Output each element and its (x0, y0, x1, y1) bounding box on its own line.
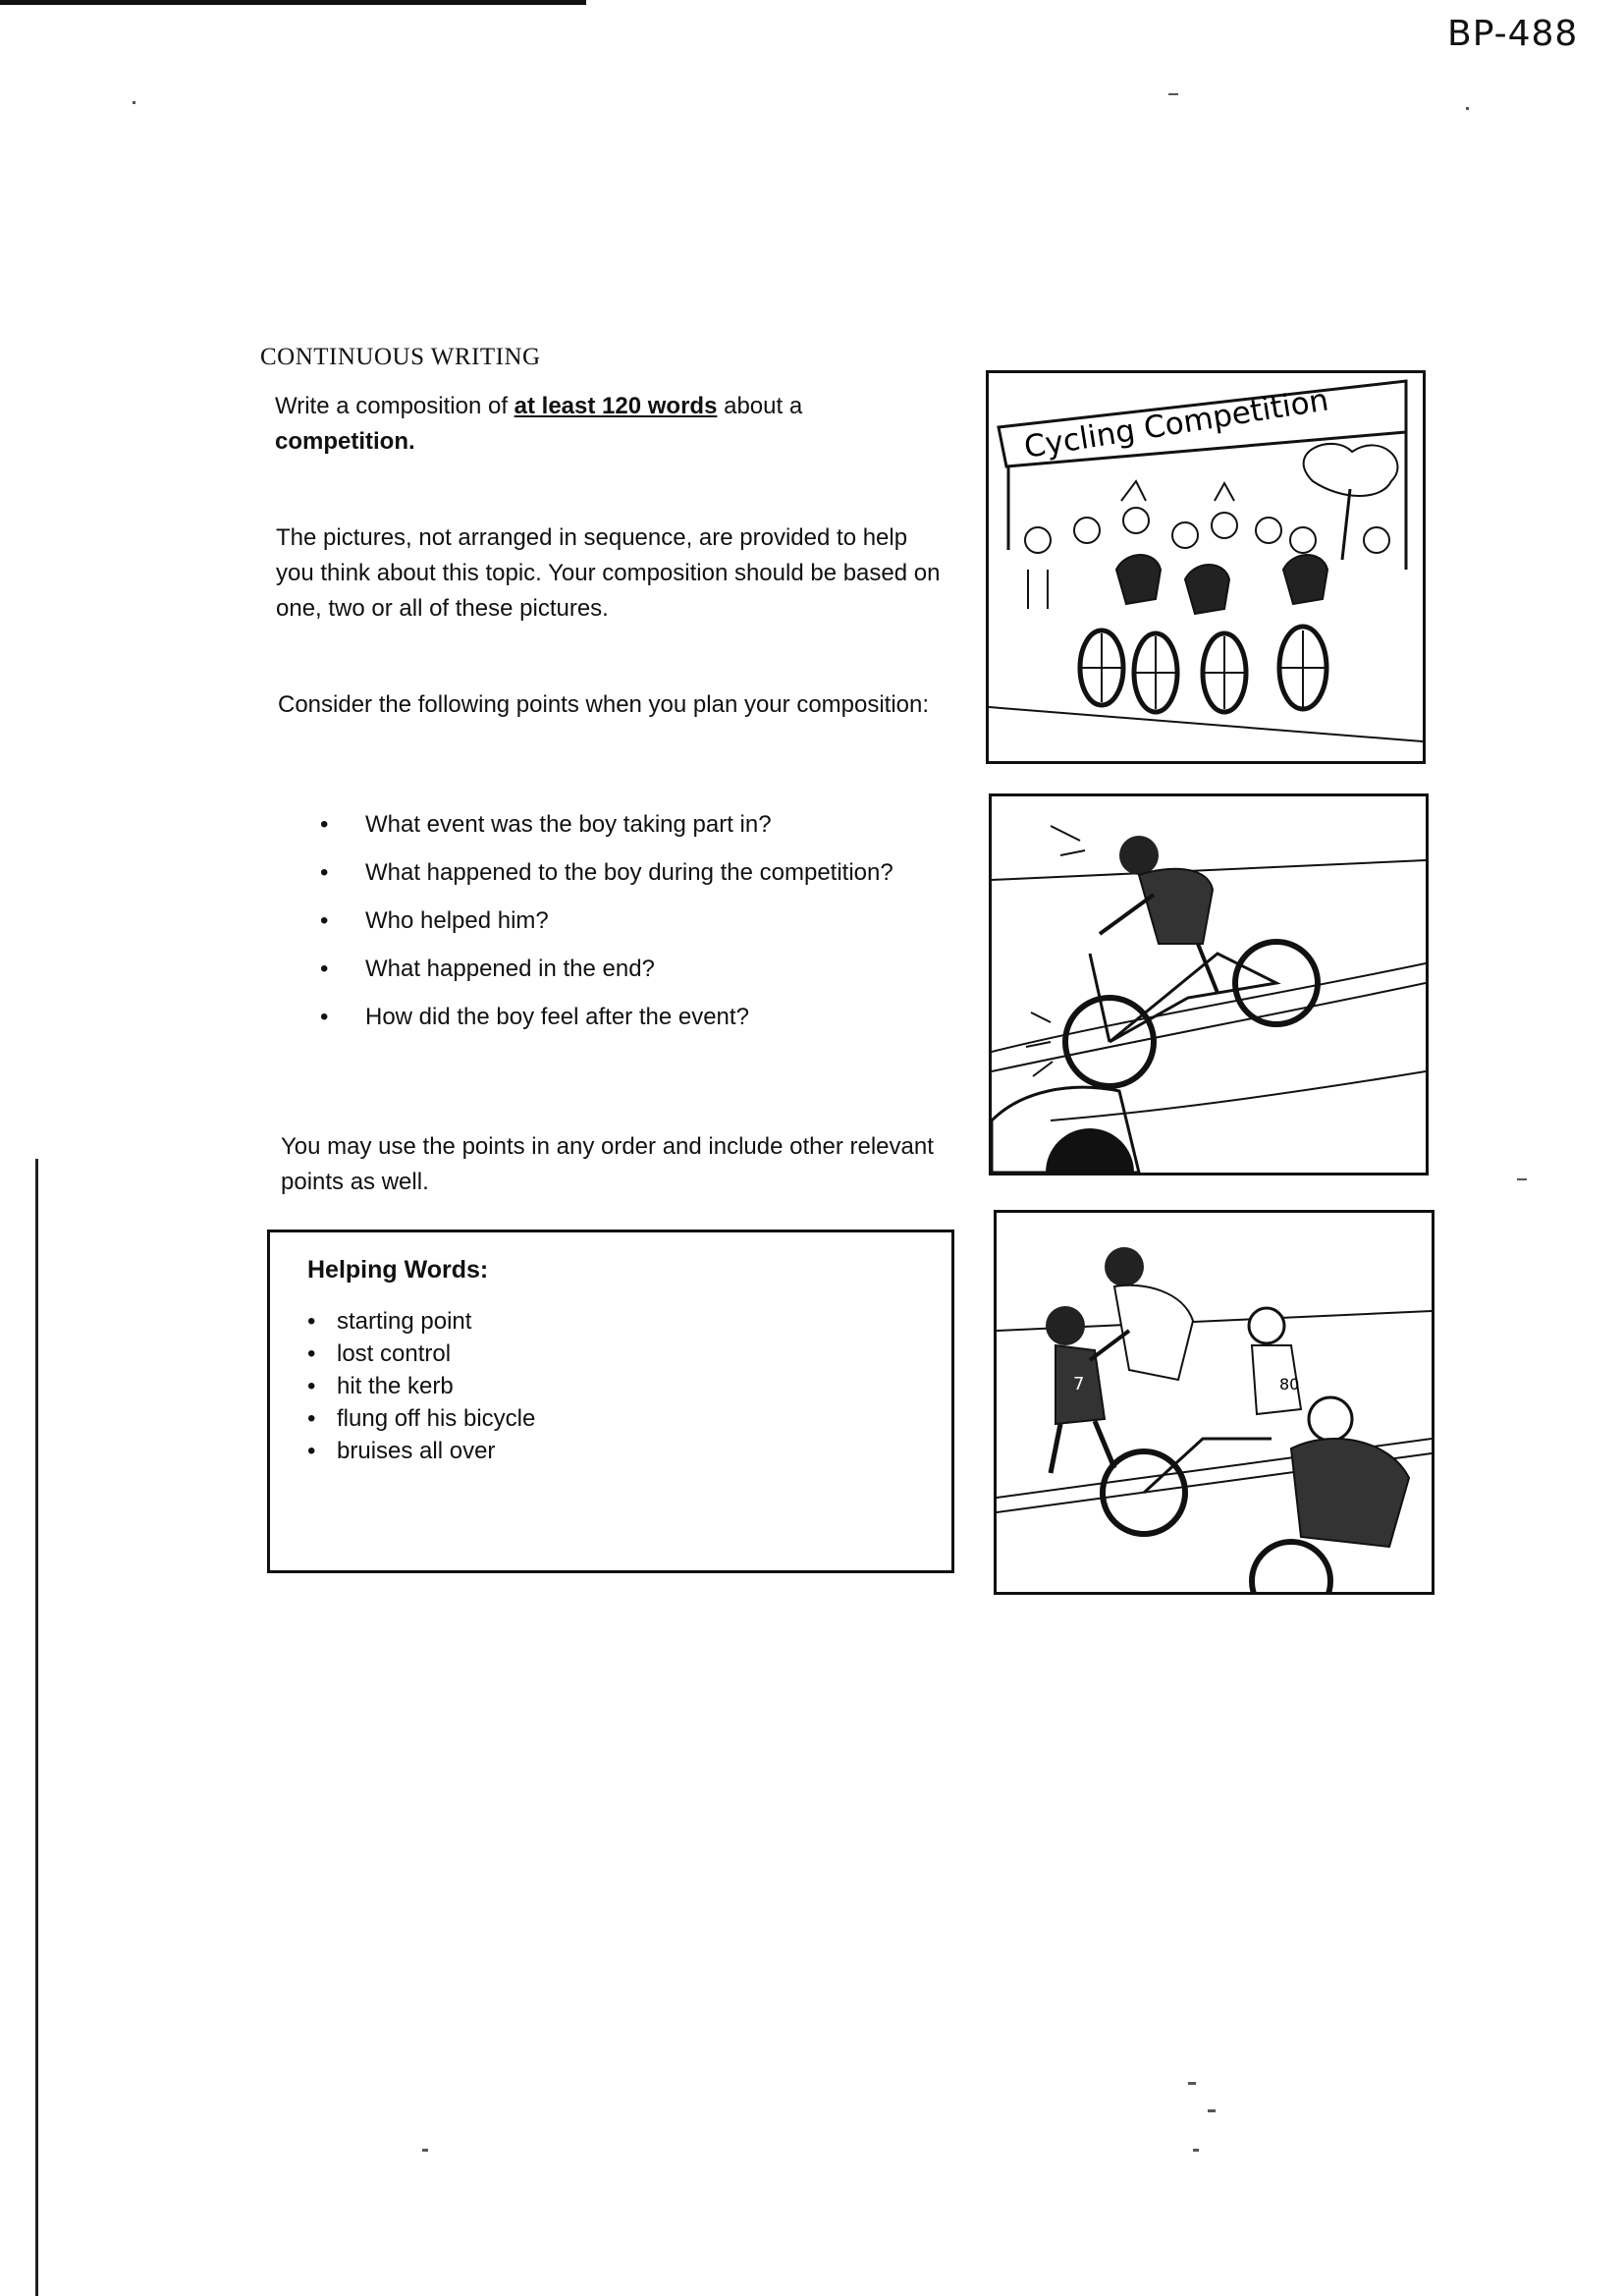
helping-words-list (305, 1305, 535, 1467)
guiding-point: • What happened to the boy during the competition? (320, 855, 909, 891)
left-margin-rule (35, 1159, 38, 2296)
helping-word: • bruises all over (305, 1435, 535, 1467)
helping-word: • hit the kerb (305, 1370, 535, 1402)
paper-code: BP-488 (1447, 14, 1579, 54)
guiding-point: • Who helped him? (320, 903, 909, 939)
task-instruction (275, 389, 943, 460)
guiding-points-list (320, 807, 909, 1048)
helping-illustration (997, 1213, 1432, 1592)
helping-word: • lost control (305, 1338, 535, 1370)
scan-speck (1517, 1178, 1527, 1180)
scan-speck (133, 101, 135, 104)
scan-speck (1208, 2109, 1216, 2112)
section-heading: CONTINUOUS WRITING (260, 344, 541, 370)
helping-words-title: Helping Words: (307, 1256, 489, 1284)
consider-text: Consider the following points when you plan your composition: (278, 691, 930, 718)
losing-control-illustration (992, 796, 1426, 1173)
bib-number-80: 80 (1279, 1375, 1300, 1394)
helping-word: • starting point (305, 1305, 535, 1338)
guiding-point: • How did the boy feel after the event? (320, 1000, 909, 1035)
pictures-note: The pictures, not arranged in sequence, are provided to help you think about this topic. Your composition should be based on one, two or all of these pictures. (276, 524, 941, 622)
helping-words-box (267, 1230, 954, 1573)
picture-cycling-start (986, 370, 1426, 764)
guiding-point: • What happened in the end? (320, 952, 909, 987)
scan-speck (1188, 2082, 1196, 2085)
helping-word: • flung off his bicycle (305, 1402, 535, 1435)
task-text-start: Write a composition of (275, 393, 514, 419)
cycling-start-illustration (989, 373, 1423, 761)
guiding-point: • What event was the boy taking part in? (320, 807, 909, 843)
scan-speck (422, 2149, 428, 2152)
scan-speck (1168, 93, 1178, 95)
picture-boy-losing-control (989, 793, 1429, 1175)
bib-number-7: 7 (1073, 1374, 1085, 1394)
word-count-emphasis: at least 120 words (514, 393, 718, 419)
task-text-mid: about a (717, 393, 803, 419)
task-topic: competition. (275, 428, 415, 455)
order-note: You may use the points in any order and include other relevant points as well. (281, 1133, 934, 1195)
picture-helping-fallen-boy (994, 1210, 1435, 1595)
scan-speck (1193, 2149, 1199, 2152)
scan-speck (1466, 107, 1469, 110)
banner-text: Cycling Competition (1021, 382, 1331, 465)
top-rule (0, 0, 586, 5)
